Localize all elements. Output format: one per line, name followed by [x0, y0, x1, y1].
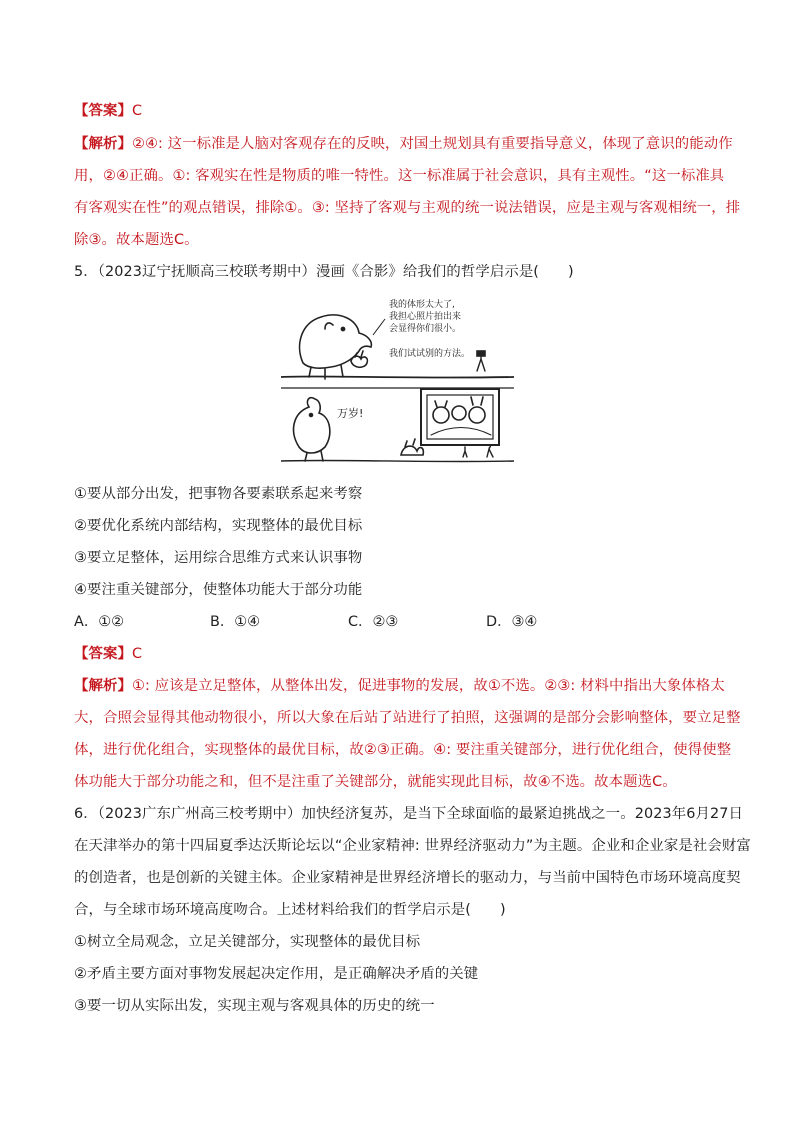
- q5-option-d[interactable]: D．③④: [486, 614, 538, 630]
- bubble-line-2: 我担心照片拍出来: [389, 312, 462, 322]
- q5-option-c[interactable]: C．②③: [348, 614, 399, 630]
- q6-statement-1: ①树立全局观念，立足关键部分，实现整体的最优目标: [74, 934, 421, 950]
- q5-statement-3: ③要立足整体，运用综合思维方式来认识事物: [74, 550, 363, 566]
- camera-top: [477, 355, 485, 371]
- cheer-text: 万岁!: [337, 407, 364, 420]
- q5-analysis-line-4: 体功能大于部分功能之和，但不是注重了关键部分，就能实现此目标，故④不选。故本题选C。: [74, 774, 677, 790]
- q5-stem: 5．（2023辽宁抚顺高三校联考期中）漫画《合影》给我们的哲学启示是( ): [74, 264, 574, 280]
- bubble-line-1: 我的体形太大了,: [389, 300, 455, 310]
- q4-analysis-line-2: 用，②④正确。①: 客观实在性是物质的唯一特性。这一标准属于社会意识，具有主观性。“这一标准具: [74, 168, 725, 184]
- q5-answer: C: [131, 646, 143, 662]
- q4-answer-row: [74, 102, 734, 120]
- q6-stem-line-3: 的创造者，也是创新的关键主体。企业家精神是世界经济增长的驱动力，与当前中国特色市场环境高度契: [74, 870, 741, 886]
- q5-analysis-line-1: 【解析】①: 应该是立足整体，从整体出发，促进事物的发展，故①不选。②③: 材料中指出大象体格太: [74, 678, 725, 694]
- q6-stem-line-4: 合，与全球市场环境高度吻合。上述材料给我们的哲学启示是( ): [74, 902, 506, 918]
- q5-option-a[interactable]: A．①②: [74, 614, 125, 630]
- q5-answer-tag: 【答案】: [74, 646, 132, 662]
- q5-option-b[interactable]: B．①④: [210, 614, 261, 630]
- bottom-panel: [281, 389, 514, 462]
- q4-analysis-tag: 【解析】: [74, 136, 132, 152]
- q6-statement-2: ②矛盾主要方面对事物发展起决定作用，是正确解决矛盾的关键: [74, 966, 479, 982]
- q4-answer: C: [131, 103, 143, 119]
- elephant-bottom: [294, 398, 330, 453]
- q5-answer-row: [74, 645, 734, 663]
- q6-statement-3: ③要一切从实际出发，实现主观与客观具体的历史的统一: [74, 998, 435, 1014]
- q4-answer-tag: 【答案】: [74, 103, 132, 119]
- q5-analysis-tag: 【解析】: [74, 678, 132, 694]
- cartoon-group-photo: [281, 285, 514, 465]
- q5-analysis-line-3: 体，进行优化组合，实现整体的最优目标，故②③正确。④: 要注重关键部分，进行优化组合，使得使整: [74, 742, 732, 758]
- q6-stem-line-2: 在天津举办的第十四届夏季达沃斯论坛以“企业家精神: 世界经济驱动力”为主题。企业和企业家是社会财富: [74, 838, 751, 854]
- q5-analysis-line-2: 大，合照会显得其他动物很小，所以大象在后站了站进行了拍照，这强调的是部分会影响整体，要立足整: [74, 710, 741, 726]
- q4-analysis-line-4: 除③。故本题选C。: [74, 232, 199, 248]
- q6-stem-line-1: 6．（2023广东广州高三校考期中）加快经济复苏，是当下全球面临的最紧迫挑战之一。2023年6月27日: [74, 806, 744, 822]
- cartoon-illustration: [281, 285, 514, 465]
- q5-statement-1: ①要从部分出发，把事物各要素联系起来考察: [74, 486, 363, 502]
- q5-statement-4: ④要注重关键部分，使整体功能大于部分功能: [74, 582, 363, 598]
- small-animals-top: [351, 356, 367, 367]
- reply-text: 我们试试别的方法。: [389, 349, 471, 359]
- q5-statement-2: ②要优化系统内部结构，实现整体的最优目标: [74, 518, 363, 534]
- q4-analysis-line-1: 【解析】②④: 这一标准是人脑对客观存在的反映，对国土规划具有重要指导意义，体现了意识的能动作: [74, 136, 733, 152]
- q4-analysis-line-3: 有客观实在性”的观点错误，排除①。③: 坚持了客观与主观的统一说法错误，应是主观与客观相统一，排: [74, 200, 741, 216]
- bubble-line-3: 会显得你们很小。: [389, 324, 462, 334]
